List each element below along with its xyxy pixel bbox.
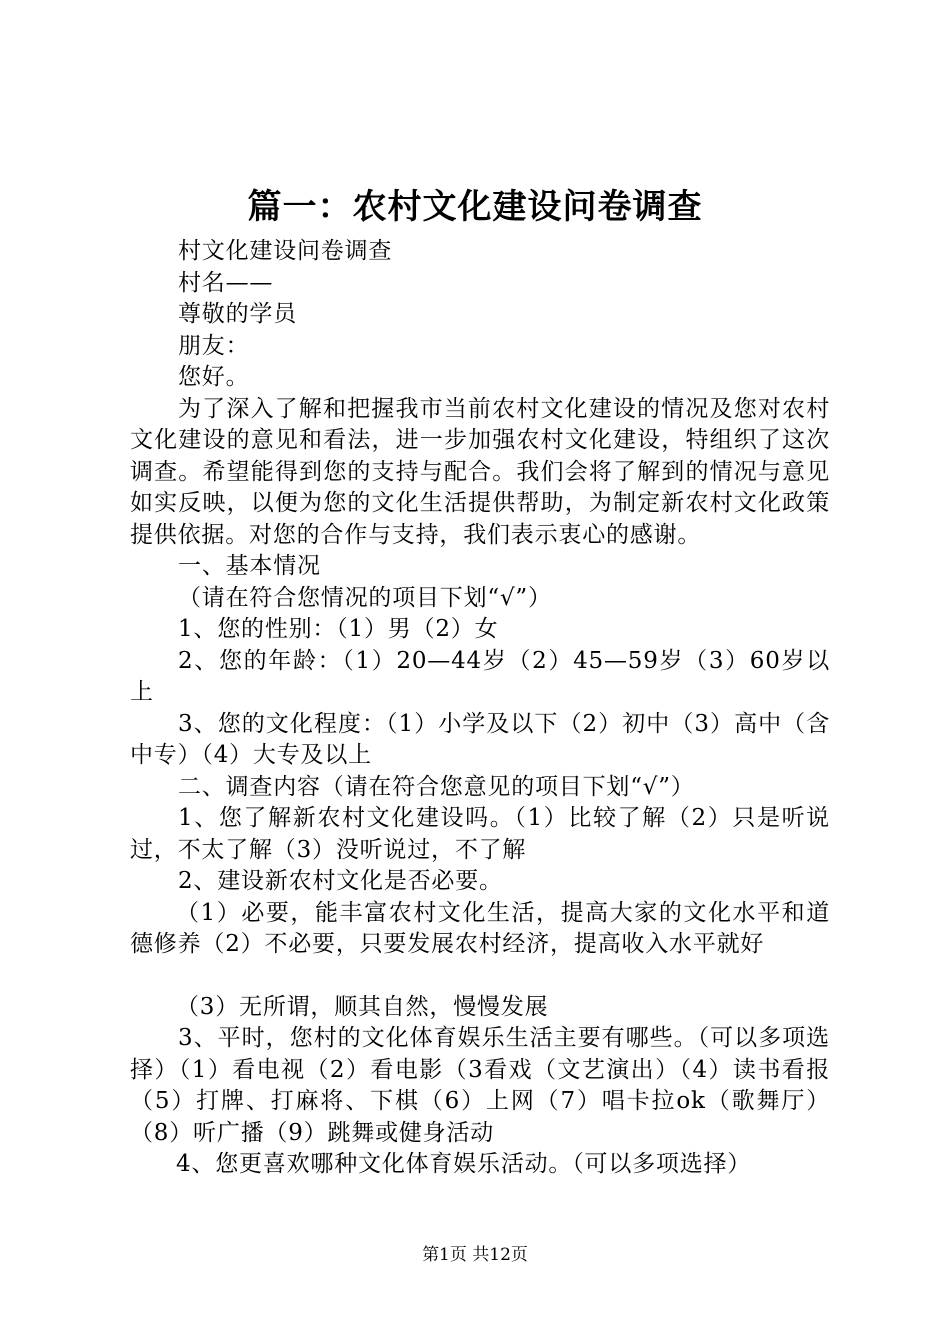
document-title: 篇一：农村文化建设问卷调查	[247, 187, 703, 227]
section-heading: 二、调查内容（请在符合您意见的项目下划“√”）	[178, 773, 695, 800]
question-item: 3、您的文化程度：（1）小学及以下（2）初中（3）高中（含中专）（4）大专及以上	[130, 710, 830, 768]
subtitle-line: 村文化建设问卷调查	[178, 238, 393, 264]
salutation-line: 尊敬的学员	[178, 301, 297, 327]
instruction-line: （请在符合您情况的项目下划“√”）	[178, 584, 552, 611]
question-item: 1、您了解新农村文化建设吗。（1）比较了解（2）只是听说过，不太了解（3）没听说过，不了解	[130, 805, 830, 863]
question-item: 3、平时，您村的文化体育娱乐生活主要有哪些。（可以多项选择）（1）看电视（2）看电影（3看戏（文艺演出）（4）读书看报（5）打牌、打麻将、下棋（6）上网（7）唱卡拉ok（歌舞厅）（8）听广播（9）跳舞或健身活动	[130, 1025, 830, 1146]
document-body	[130, 236, 830, 1181]
village-name-line: 村名——	[178, 269, 274, 296]
question-item: 4、您更喜欢哪种文化体育娱乐活动。（可以多项选择）	[176, 1151, 752, 1177]
question-item: 2、建设新农村文化是否必要。	[178, 868, 503, 894]
answer-options: （3）无所谓，顺其自然，慢慢发展	[176, 993, 549, 1020]
intro-paragraph: 为了深入了解和把握我市当前农村文化建设的情况及您对农村文化建设的意见和看法，进一步加强农村文化建设，特组织了这次调查。希望能得到您的支持与配合。我们会将了解到的情况与意见如实反映，以便为您的文化生活提供帮助，为制定新农村文化政策提供依据。对您的合作与支持，我们表示衷心的感谢。	[130, 395, 830, 548]
salutation-line: 朋友：	[178, 332, 250, 359]
section-heading: 一、基本情况	[178, 553, 321, 579]
page-footer: 第1页 共12页	[422, 1245, 528, 1265]
answer-options: （1）必要，能丰富农村文化生活，提高大家的文化水平和道德修养（2）不必要，只要发展农村经济，提高收入水平就好	[130, 899, 830, 957]
greeting-line: 您好。	[178, 364, 250, 390]
question-item: 2、您的年龄：（1）20—44岁（2）45—59岁（3）60岁以上	[130, 647, 830, 705]
question-item: 1、您的性别：（1）男（2）女	[178, 616, 499, 642]
